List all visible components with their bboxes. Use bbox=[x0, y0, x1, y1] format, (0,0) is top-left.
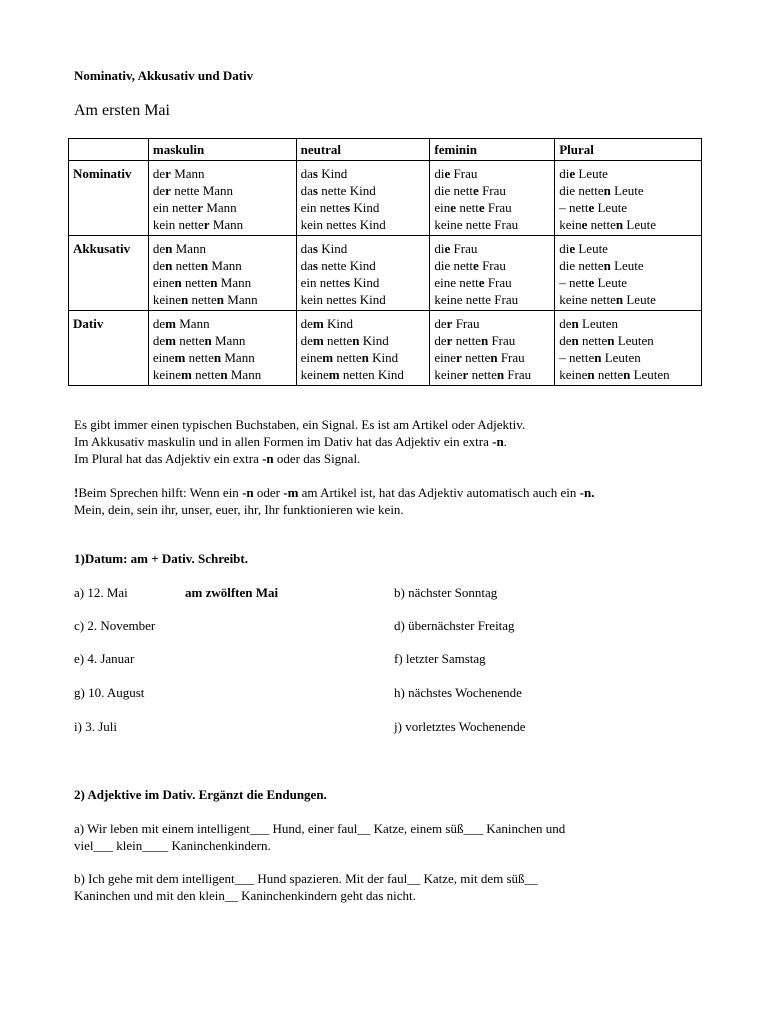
text-segment: di bbox=[559, 241, 570, 256]
ending-signal: n bbox=[587, 367, 595, 382]
text-segment: Leute bbox=[623, 292, 656, 307]
text-segment: Frau bbox=[484, 200, 512, 215]
exercise1-item-label: e) 4. Januar bbox=[74, 651, 135, 666]
text-segment: Kind bbox=[350, 200, 380, 215]
ending-signal: -n bbox=[492, 434, 504, 449]
explanation-line bbox=[74, 416, 525, 433]
cell-line bbox=[559, 240, 697, 257]
ending-signal: r bbox=[165, 183, 171, 198]
cell-line bbox=[434, 274, 550, 291]
ending-signal: e bbox=[444, 241, 451, 256]
text-segment: oder das Signal. bbox=[273, 451, 361, 466]
text-segment: eine bbox=[152, 350, 175, 365]
cell-line bbox=[301, 257, 426, 274]
cell-line bbox=[559, 315, 697, 332]
text-segment: de bbox=[300, 333, 313, 348]
header-cell: neutral bbox=[296, 139, 430, 161]
text-segment: Leuten bbox=[630, 367, 670, 382]
ending-signal: -n bbox=[262, 451, 274, 466]
text-segment: ein nette bbox=[300, 275, 345, 290]
ending-signal: n bbox=[603, 183, 611, 198]
text-segment: – nett bbox=[559, 275, 589, 290]
exercise2-a bbox=[74, 820, 565, 854]
cell-line bbox=[434, 199, 550, 216]
table-cell bbox=[430, 161, 555, 236]
text-segment: keine bbox=[300, 367, 329, 382]
table-row bbox=[69, 311, 702, 386]
ending-signal: e bbox=[478, 275, 485, 290]
table-cell bbox=[430, 236, 555, 311]
text-segment: nette bbox=[181, 275, 211, 290]
text-segment: eine bbox=[152, 275, 175, 290]
header-cell: feminin bbox=[430, 139, 555, 161]
table-cell bbox=[555, 161, 702, 236]
table-cell bbox=[296, 161, 430, 236]
text-segment: Leuten bbox=[601, 350, 641, 365]
cell-line bbox=[559, 291, 697, 308]
ending-signal: e bbox=[444, 166, 451, 181]
ending-signal: s bbox=[312, 241, 318, 256]
ending-signal: n bbox=[490, 350, 498, 365]
header-cell: maskulin bbox=[148, 139, 296, 161]
ending-signal: n bbox=[571, 333, 579, 348]
ending-signal: n bbox=[352, 333, 360, 348]
text-segment: am Artikel ist, hat das Adjektiv automatisch auch ein bbox=[298, 485, 580, 500]
ending-signal: n bbox=[615, 217, 624, 232]
text-segment: Mann bbox=[217, 275, 252, 290]
text-segment: nette bbox=[594, 367, 624, 382]
cell-line bbox=[153, 165, 292, 182]
text-segment: kein nettes Kind bbox=[300, 217, 386, 232]
cell-line bbox=[559, 199, 697, 216]
text-segment: keine bbox=[152, 292, 182, 307]
text-segment: Leute bbox=[610, 183, 644, 198]
table-cell bbox=[296, 311, 430, 386]
tip-line bbox=[74, 484, 594, 501]
text-segment: keine bbox=[152, 367, 182, 382]
ending-signal: e bbox=[473, 258, 479, 273]
exercise1-item-label: d) übernächster Freitag bbox=[394, 618, 515, 633]
text-segment: keine nette bbox=[559, 292, 616, 307]
text-segment: ein nette bbox=[300, 200, 345, 215]
cell-line bbox=[301, 216, 426, 233]
ending-signal: n bbox=[603, 258, 611, 273]
ending-signal: r bbox=[462, 367, 469, 382]
text-segment: Beim Sprechen hilft: Wenn ein bbox=[78, 485, 243, 500]
table-header-row bbox=[69, 139, 702, 161]
cell-line bbox=[434, 182, 550, 199]
ending-signal: r bbox=[446, 316, 453, 331]
text-segment: Mann bbox=[203, 200, 237, 215]
case-label: Nominativ bbox=[69, 161, 149, 236]
text-segment: Mann bbox=[208, 258, 242, 273]
text-segment: Leute bbox=[594, 200, 628, 215]
exercise1-item-label: j) vorletztes Wochenende bbox=[394, 719, 526, 734]
text-segment: de bbox=[152, 183, 166, 198]
exercise1-item-answer: am zwölften Mai bbox=[185, 585, 279, 600]
case-label: Dativ bbox=[69, 311, 149, 386]
exercise1-item-label: b) nächster Sonntag bbox=[394, 585, 498, 600]
header-cell bbox=[69, 139, 149, 161]
text-segment: Mann bbox=[170, 166, 205, 181]
page-title: Nominativ, Akkusativ und Dativ bbox=[74, 68, 254, 83]
exercise1-item-label: a) 12. Mai bbox=[74, 585, 128, 600]
explanation-line bbox=[74, 433, 525, 450]
text-segment: di bbox=[559, 166, 570, 181]
text-segment: eine nett bbox=[434, 275, 479, 290]
explanation-text bbox=[74, 416, 525, 467]
ending-signal: r bbox=[203, 217, 210, 232]
cell-line bbox=[153, 291, 292, 308]
ending-signal: e bbox=[569, 241, 576, 256]
ending-signal: n bbox=[174, 275, 182, 290]
text-segment: . bbox=[503, 434, 507, 449]
text-segment: Kind bbox=[317, 166, 348, 181]
text-segment: nette bbox=[188, 292, 217, 307]
ending-signal: s bbox=[312, 183, 318, 198]
text-segment: Es gibt immer einen typischen Buchstaben, ein Signal. Es ist am Artikel oder Adjektiv. bbox=[74, 417, 526, 432]
ending-signal: r bbox=[446, 333, 453, 348]
ending-signal: m bbox=[312, 316, 324, 331]
table-cell bbox=[555, 311, 702, 386]
text-segment: Mann bbox=[227, 367, 262, 382]
text-segment: de bbox=[559, 316, 572, 331]
tip-line bbox=[74, 501, 594, 518]
cell-line bbox=[153, 332, 292, 349]
text-segment: nette bbox=[172, 258, 201, 273]
ending-signal: m bbox=[165, 316, 176, 331]
text-segment: Mann bbox=[221, 350, 255, 365]
text-segment: Mann bbox=[211, 333, 246, 348]
text-segment: Mann bbox=[172, 241, 206, 256]
text-segment: nette bbox=[191, 367, 221, 382]
cell-line bbox=[559, 349, 697, 366]
cell-line bbox=[153, 315, 292, 332]
text-segment: Leute bbox=[594, 275, 628, 290]
text-segment: de bbox=[152, 333, 166, 348]
cell-line bbox=[434, 291, 550, 308]
text-segment: Frau bbox=[478, 183, 506, 198]
text-segment: Frau bbox=[504, 367, 532, 382]
ending-signal: -m bbox=[283, 485, 299, 500]
text-segment: Kind bbox=[317, 241, 348, 256]
text-segment: Frau bbox=[478, 258, 506, 273]
text-segment: Mann bbox=[224, 292, 258, 307]
ending-signal: m bbox=[312, 333, 324, 348]
cell-line bbox=[301, 349, 426, 366]
text-segment: netten Kind bbox=[339, 367, 404, 382]
text-segment: nette Mann bbox=[170, 183, 234, 198]
ending-signal: s bbox=[312, 166, 318, 181]
cell-line bbox=[153, 240, 292, 257]
text-segment: kein bbox=[559, 217, 582, 232]
cell-line bbox=[434, 165, 550, 182]
cell-line bbox=[301, 332, 426, 349]
ending-signal: n bbox=[165, 241, 173, 256]
cell-line bbox=[434, 240, 550, 257]
text-segment: Im Akkusativ maskulin und in allen Formen im Dativ hat das Adjektiv ein extra bbox=[74, 434, 493, 449]
text-segment: die nett bbox=[434, 258, 474, 273]
text-segment: ein bbox=[434, 200, 451, 215]
ending-signal: n bbox=[571, 316, 579, 331]
tip-text bbox=[74, 484, 594, 518]
text-segment: Kind bbox=[368, 350, 399, 365]
text-segment: nette bbox=[461, 350, 491, 365]
text-segment: Leuten bbox=[614, 333, 654, 348]
cell-line bbox=[559, 182, 697, 199]
ending-signal: n bbox=[204, 333, 212, 348]
text-segment: nette bbox=[323, 333, 353, 348]
text-segment: Mann bbox=[176, 316, 210, 331]
cell-line bbox=[301, 366, 426, 383]
exercise2-heading: 2) Adjektive im Dativ. Ergänzt die Endungen. bbox=[74, 787, 327, 802]
ending-signal: n bbox=[361, 350, 369, 365]
text-segment: di bbox=[434, 166, 445, 181]
ending-signal: m bbox=[181, 367, 192, 382]
ending-signal: e bbox=[473, 183, 479, 198]
text-segment: – nett bbox=[559, 200, 589, 215]
exercise2-a-line: a) Wir leben mit einem intelligent___ Hund, einer faul__ Katze, einem süß___ Kaninchen und bbox=[74, 821, 566, 836]
table-cell bbox=[148, 311, 296, 386]
ending-signal: n bbox=[200, 258, 209, 273]
text-segment: Frau bbox=[488, 333, 516, 348]
exercise1-item-label: h) nächstes Wochenende bbox=[394, 685, 522, 700]
ending-signal: -n. bbox=[579, 485, 595, 500]
text-segment: de bbox=[300, 316, 313, 331]
table-row bbox=[69, 236, 702, 311]
table-cell bbox=[555, 236, 702, 311]
exercise2-b-line: b) Ich gehe mit dem intelligent___ Hund spazieren. Mit der faul__ Katze, mit dem süß__ bbox=[74, 871, 538, 886]
exercise1-item-label: g) 10. August bbox=[74, 685, 145, 700]
page-subtitle: Am ersten Mai bbox=[74, 102, 170, 119]
text-segment: nette bbox=[468, 367, 497, 382]
text-segment: nette bbox=[587, 217, 616, 232]
text-segment: de bbox=[152, 316, 166, 331]
cell-line bbox=[559, 332, 697, 349]
cell-line bbox=[559, 366, 697, 383]
cell-line bbox=[153, 216, 292, 233]
ending-signal: n bbox=[615, 292, 624, 307]
cell-line bbox=[434, 332, 550, 349]
cell-line bbox=[153, 274, 292, 291]
cell-line bbox=[559, 257, 697, 274]
ending-signal: s bbox=[312, 258, 318, 273]
text-segment: da bbox=[300, 166, 313, 181]
text-segment: Kind bbox=[359, 333, 389, 348]
ending-signal: r bbox=[456, 350, 462, 365]
cell-line bbox=[301, 240, 426, 257]
text-segment: de bbox=[152, 258, 166, 273]
text-segment: Leuten bbox=[578, 316, 619, 331]
ending-signal: m bbox=[328, 367, 340, 382]
ending-signal: -n bbox=[242, 485, 254, 500]
text-segment: ein nette bbox=[152, 200, 198, 215]
text-segment: nette bbox=[452, 333, 481, 348]
text-segment: de bbox=[559, 333, 572, 348]
text-segment: nette bbox=[578, 333, 608, 348]
text-segment: Im Plural hat das Adjektiv ein extra bbox=[74, 451, 263, 466]
exercise2-a-line: viel___ klein____ Kaninchenkindern. bbox=[74, 838, 271, 853]
cell-line bbox=[153, 349, 292, 366]
cell-line bbox=[434, 216, 550, 233]
text-segment: da bbox=[300, 183, 313, 198]
cell-line bbox=[301, 165, 426, 182]
case-label: Akkusativ bbox=[69, 236, 149, 311]
text-segment: keine nette Frau bbox=[434, 292, 519, 307]
text-segment: da bbox=[300, 241, 313, 256]
text-segment: die nette bbox=[559, 183, 604, 198]
ending-signal: n bbox=[594, 350, 602, 365]
text-segment: Kind bbox=[350, 275, 380, 290]
text-segment: – nette bbox=[559, 350, 595, 365]
cell-line bbox=[153, 366, 292, 383]
cell-line bbox=[301, 315, 426, 332]
text-segment: Leute bbox=[610, 258, 644, 273]
text-segment: de bbox=[434, 316, 447, 331]
text-segment: die nette bbox=[559, 258, 604, 273]
text-segment: nett bbox=[456, 200, 479, 215]
text-segment: keine bbox=[434, 367, 463, 382]
text-segment: Frau bbox=[484, 275, 512, 290]
ending-signal: n bbox=[216, 292, 225, 307]
table-cell bbox=[148, 161, 296, 236]
ending-signal: n bbox=[165, 258, 173, 273]
cell-line bbox=[301, 291, 426, 308]
ending-signal: n bbox=[181, 292, 189, 307]
exercise1-heading: 1)Datum: am + Dativ. Schreibt. bbox=[74, 551, 248, 566]
text-segment: eine bbox=[434, 350, 457, 365]
exercise1-item-label: f) letzter Samstag bbox=[394, 651, 486, 666]
table-cell bbox=[296, 236, 430, 311]
exercise1-item-label: c) 2. November bbox=[74, 618, 156, 633]
exercise2-b-line: Kaninchen und mit den klein__ Kaninchenkindern geht das nicht. bbox=[74, 888, 416, 903]
cell-line bbox=[434, 315, 550, 332]
ending-signal: m bbox=[322, 350, 334, 365]
text-segment: de bbox=[152, 166, 166, 181]
cell-line bbox=[153, 257, 292, 274]
ending-signal: e bbox=[569, 166, 576, 181]
explanation-line bbox=[74, 450, 525, 467]
ending-signal: e bbox=[588, 275, 595, 290]
ending-signal: n bbox=[496, 367, 505, 382]
exercise2-b bbox=[74, 870, 538, 904]
text-segment: nette Kind bbox=[317, 183, 376, 198]
text-segment: de bbox=[434, 333, 447, 348]
text-segment: di bbox=[434, 241, 445, 256]
ending-signal: ! bbox=[74, 485, 79, 500]
text-segment: oder bbox=[253, 485, 284, 500]
text-segment: eine bbox=[300, 350, 323, 365]
text-segment: Frau bbox=[452, 316, 480, 331]
cell-line bbox=[301, 274, 426, 291]
exercise1-item-label: i) 3. Juli bbox=[74, 719, 117, 734]
ending-signal: n bbox=[607, 333, 615, 348]
cell-line bbox=[434, 349, 550, 366]
text-segment: nette bbox=[333, 350, 362, 365]
text-segment: nette Kind bbox=[317, 258, 376, 273]
table-cell bbox=[148, 236, 296, 311]
text-segment: de bbox=[152, 241, 166, 256]
ending-signal: n bbox=[623, 367, 631, 382]
text-segment: kein nette bbox=[152, 217, 204, 232]
table-cell bbox=[430, 311, 555, 386]
ending-signal: r bbox=[197, 200, 204, 215]
text-segment: die nett bbox=[434, 183, 474, 198]
ending-signal: s bbox=[345, 275, 351, 290]
ending-signal: r bbox=[165, 166, 171, 181]
text-segment: keine nette Frau bbox=[434, 217, 519, 232]
ending-signal: n bbox=[213, 350, 222, 365]
text-segment: Frau bbox=[497, 350, 525, 365]
text-segment: Leute bbox=[575, 241, 608, 256]
text-segment: keine bbox=[559, 367, 588, 382]
ending-signal: e bbox=[581, 217, 588, 232]
text-segment: da bbox=[300, 258, 313, 273]
text-segment: Leute bbox=[575, 166, 608, 181]
cell-line bbox=[434, 366, 550, 383]
text-segment: kein nettes Kind bbox=[300, 292, 386, 307]
table-row bbox=[69, 161, 702, 236]
declension-table bbox=[68, 138, 702, 386]
cell-line bbox=[153, 182, 292, 199]
ending-signal: m bbox=[165, 333, 176, 348]
cell-line bbox=[301, 182, 426, 199]
ending-signal: e bbox=[478, 200, 485, 215]
ending-signal: n bbox=[480, 333, 489, 348]
cell-line bbox=[559, 165, 697, 182]
ending-signal: e bbox=[588, 200, 595, 215]
cell-line bbox=[153, 199, 292, 216]
text-segment: nette bbox=[185, 350, 214, 365]
ending-signal: e bbox=[450, 200, 457, 215]
text-segment: Mein, dein, sein ihr, unser, euer, ihr, Ihr funktionieren wie kein. bbox=[74, 502, 404, 517]
ending-signal: s bbox=[345, 200, 351, 215]
text-segment: Kind bbox=[323, 316, 353, 331]
header-cell: Plural bbox=[555, 139, 702, 161]
text-segment: Mann bbox=[209, 217, 244, 232]
text-segment: Frau bbox=[450, 166, 478, 181]
text-segment: Leute bbox=[623, 217, 656, 232]
ending-signal: m bbox=[174, 350, 186, 365]
cell-line bbox=[434, 257, 550, 274]
text-segment: Frau bbox=[450, 241, 478, 256]
cell-line bbox=[559, 274, 697, 291]
cell-line bbox=[301, 199, 426, 216]
text-segment: nette bbox=[176, 333, 205, 348]
cell-line bbox=[559, 216, 697, 233]
ending-signal: n bbox=[210, 275, 218, 290]
ending-signal: n bbox=[220, 367, 228, 382]
